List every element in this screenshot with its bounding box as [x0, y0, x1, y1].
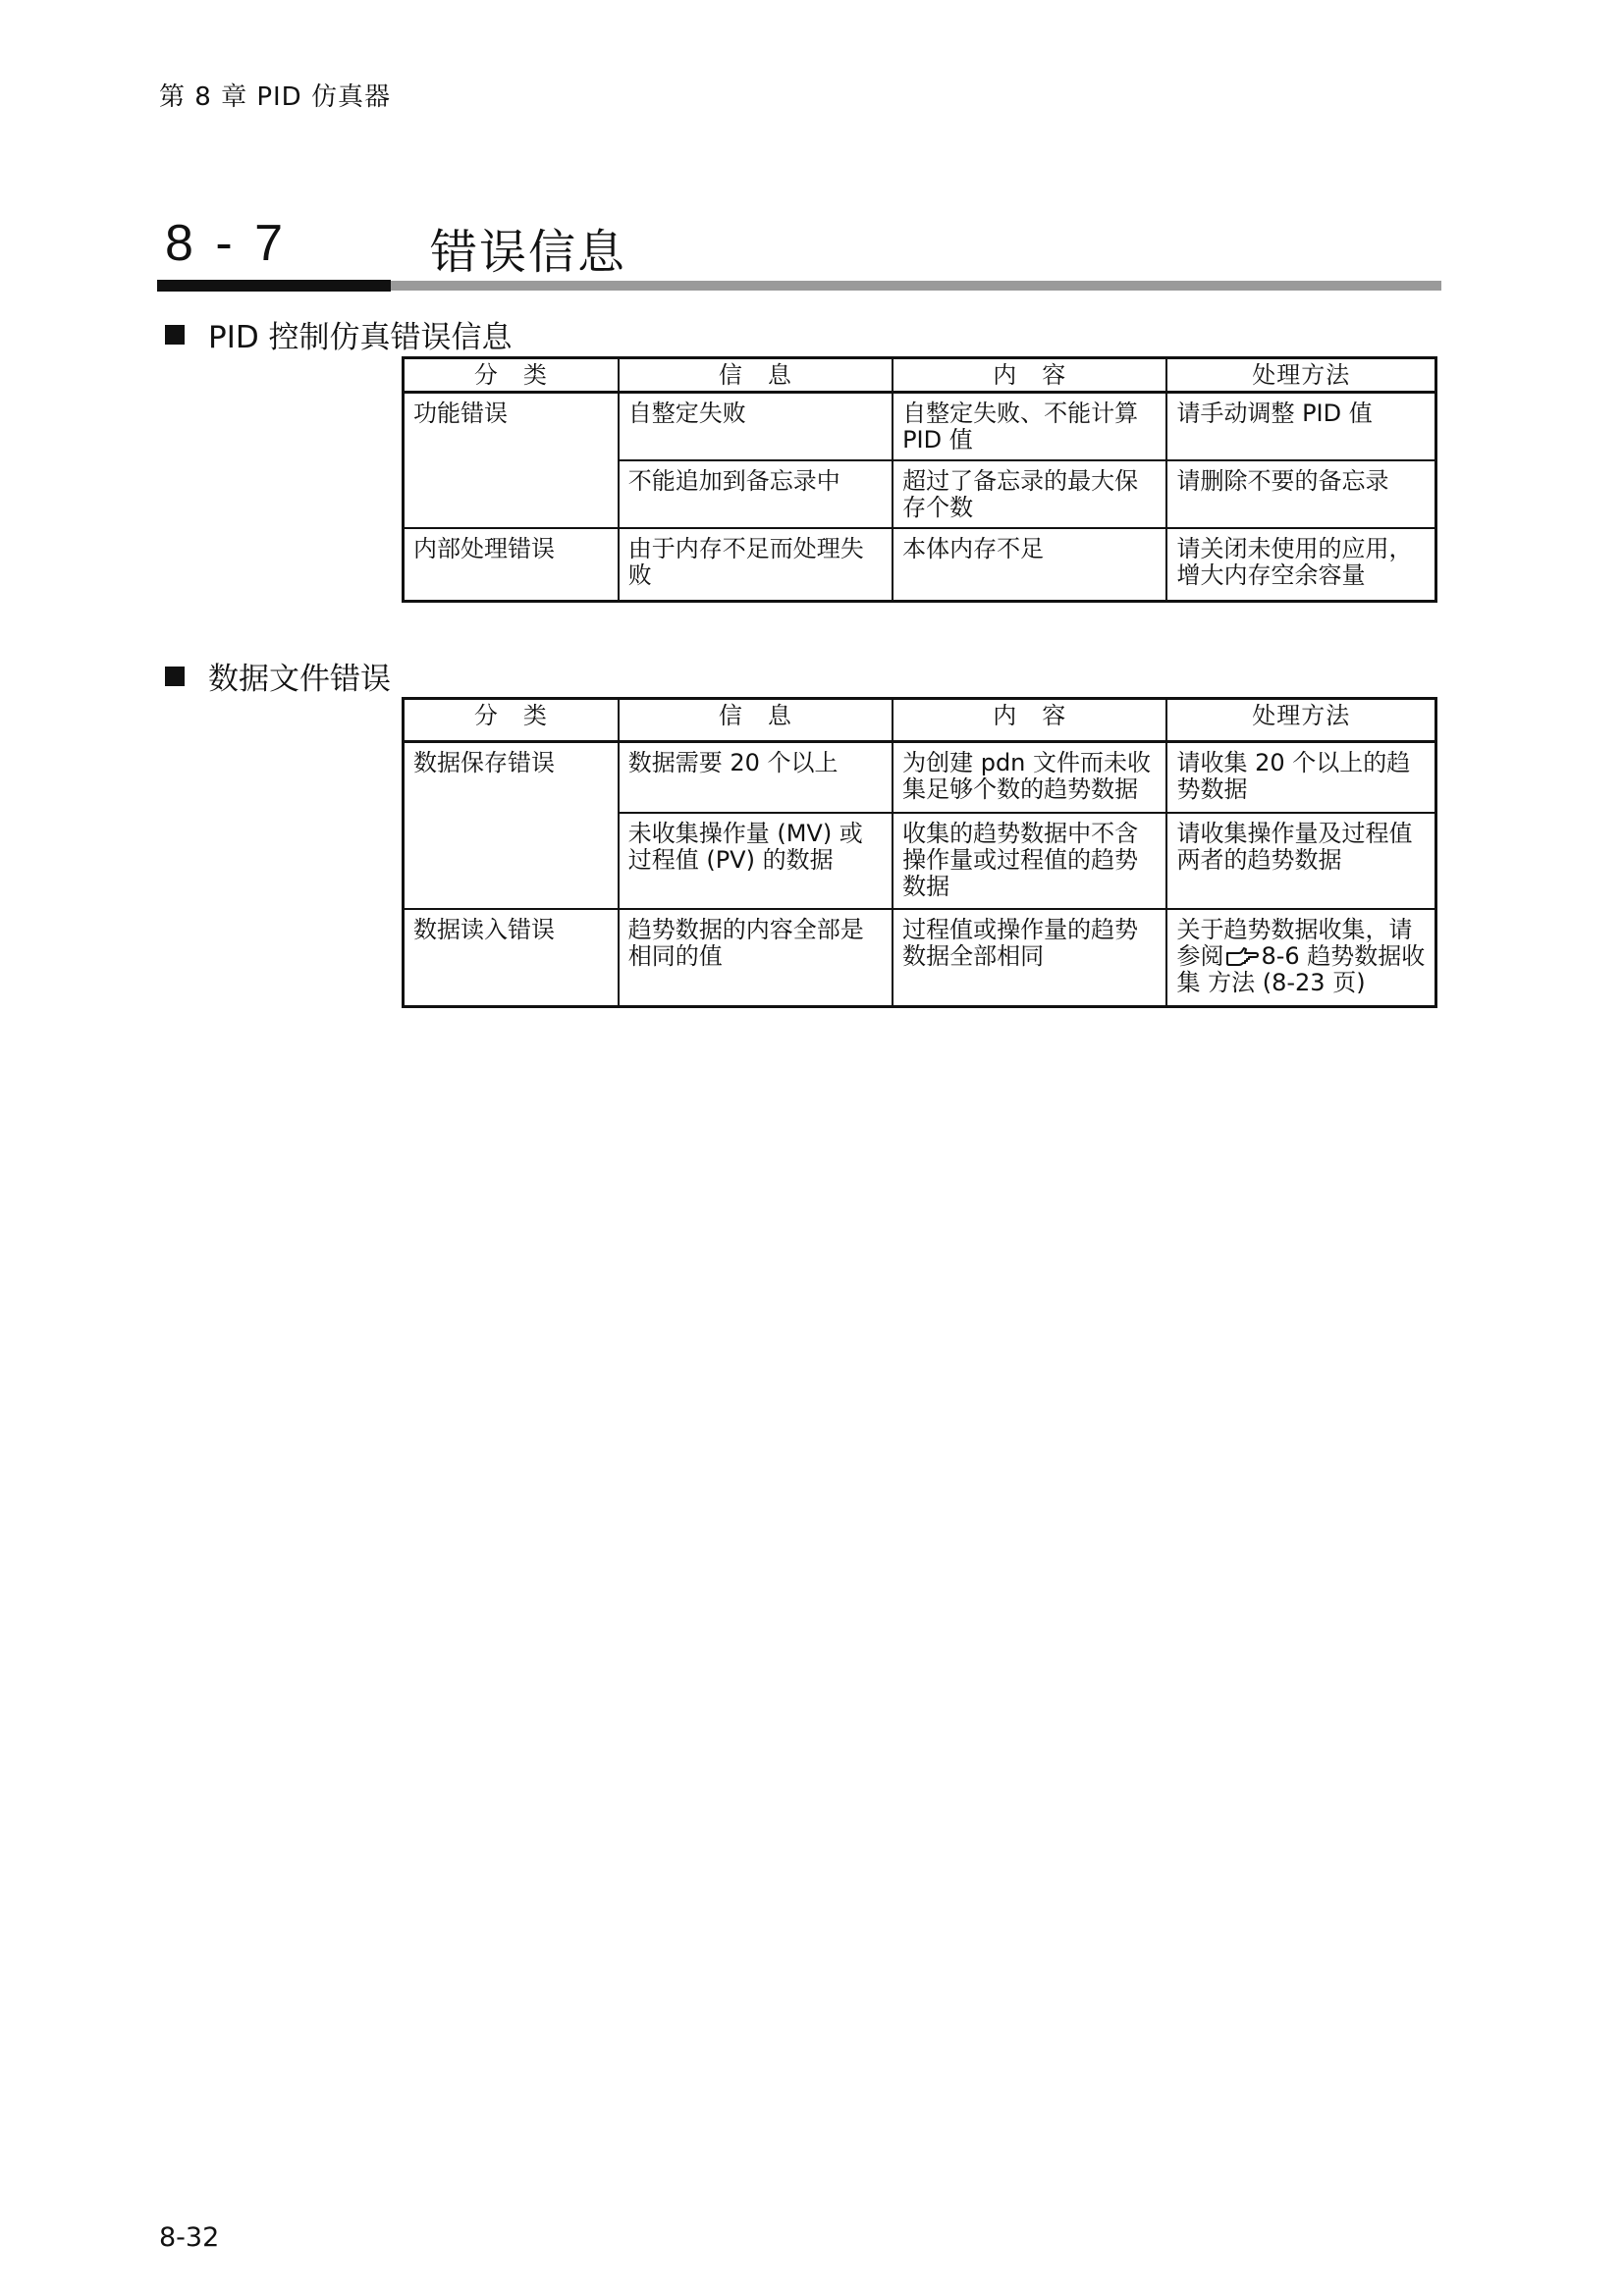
table-row	[404, 393, 1436, 461]
cross-reference-link[interactable]: 8-6 趋势数据收集 方法	[1176, 941, 1426, 996]
content-cell: 本体内存不足	[893, 528, 1166, 601]
content-cell: 超过了备忘录的最大保存个数	[893, 460, 1166, 528]
section-heading-text: 数据文件错误	[208, 662, 391, 697]
message-cell: 由于内存不足而处理失败	[619, 528, 893, 601]
category-cell: 数据保存错误	[404, 742, 619, 909]
section-heading-data-file	[165, 654, 391, 698]
message-cell: 不能追加到备忘录中	[619, 460, 893, 528]
data-file-error-table	[402, 697, 1437, 1008]
content-cell: 收集的趋势数据中不含操作量或过程值的趋势数据	[893, 813, 1166, 909]
square-bullet-icon	[165, 325, 185, 345]
message-cell: 趋势数据的内容全部是相同的值	[619, 909, 893, 1007]
section-heading-text: PID 控制仿真错误信息	[208, 320, 513, 355]
action-text: 关于趋势数据收集，请参阅	[1176, 915, 1413, 970]
action-cell: 请收集操作量及过程值两者的趋势数据	[1166, 813, 1435, 909]
column-header-action: 处理方法	[1166, 699, 1435, 742]
chapter-title	[165, 214, 1441, 283]
action-cell: 请删除不要的备忘录	[1166, 460, 1435, 528]
action-cell: 请收集 20 个以上的趋势数据	[1166, 742, 1435, 813]
column-header-message: 信 息	[619, 358, 893, 393]
column-header-category: 分 类	[404, 699, 619, 742]
category-cell: 数据读入错误	[404, 909, 619, 1007]
column-header-category: 分 类	[404, 358, 619, 393]
action-cell: 请手动调整 PID 值	[1166, 393, 1435, 461]
table-row	[404, 528, 1436, 601]
action-cell	[1166, 909, 1435, 1007]
title-rule-light	[391, 281, 1441, 291]
table-header-row	[404, 358, 1436, 393]
table-header-row	[404, 699, 1436, 742]
pointing-hand-icon	[1225, 946, 1259, 966]
table-row	[404, 909, 1436, 1007]
action-cell: 请关闭未使用的应用，增大内存空余容量	[1166, 528, 1435, 601]
category-cell: 内部处理错误	[404, 528, 619, 601]
reference-page: (8-23 页)	[1262, 968, 1366, 996]
page-number: 8-32	[159, 2222, 220, 2253]
category-cell: 功能错误	[404, 393, 619, 529]
content-cell: 过程值或操作量的趋势数据全部相同	[893, 909, 1166, 1007]
column-header-content: 内 容	[893, 699, 1166, 742]
chapter-name: 错误信息	[430, 225, 627, 280]
message-cell: 自整定失败	[619, 393, 893, 461]
column-header-message: 信 息	[619, 699, 893, 742]
message-cell: 未收集操作量 (MV) 或过程值 (PV) 的数据	[619, 813, 893, 909]
column-header-action: 处理方法	[1166, 358, 1435, 393]
table-row	[404, 742, 1436, 813]
message-cell: 数据需要 20 个以上	[619, 742, 893, 813]
column-header-content: 内 容	[893, 358, 1166, 393]
content-cell: 为创建 pdn 文件而未收集足够个数的趋势数据	[893, 742, 1166, 813]
content-cell: 自整定失败、不能计算 PID 值	[893, 393, 1166, 461]
section-heading-pid	[165, 312, 513, 356]
pid-error-table	[402, 356, 1437, 603]
running-header: 第 8 章 PID 仿真器	[159, 82, 391, 112]
square-bullet-icon	[165, 667, 185, 686]
title-rule-dark	[157, 280, 391, 292]
chapter-number: 8 - 7	[165, 215, 288, 272]
